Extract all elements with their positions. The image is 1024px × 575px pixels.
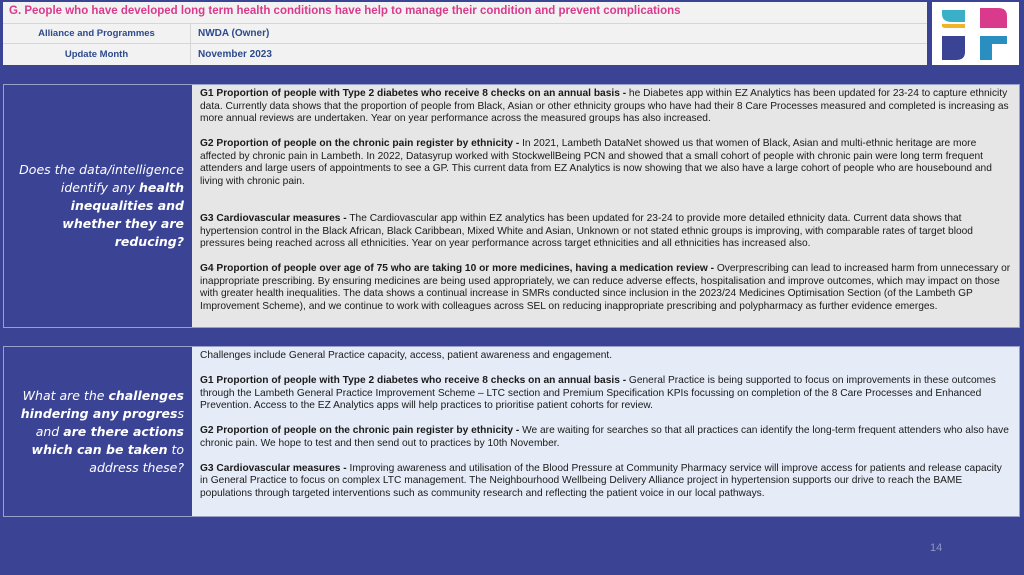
item-heading: G3 Cardiovascular measures - bbox=[200, 213, 347, 224]
content-item bbox=[200, 138, 1011, 188]
health-inequalities-panel bbox=[3, 84, 1020, 328]
item-body: Improving awareness and utilisation of the Blood Pressure at Community Pharmacy service will improve access for patients and release capacity in General Practice to focus on complex LTC management. The Neighbourhood Wellbeing Delivery Alliance project in hypertension supports our drive to reach the BAME populations through targeted interventions such as community research and reflecting the patient voice in our local pathways. bbox=[200, 462, 1002, 499]
question-emphasis: health inequalities and whether they are reducing? bbox=[62, 180, 184, 249]
logo-shape-top-left bbox=[942, 10, 965, 22]
content-item bbox=[200, 463, 1011, 501]
logo-icon bbox=[932, 2, 1019, 65]
item-body: General Practice is being supported to focus on improvements in these outcomes through the Lambeth General Practice Improvement Scheme – LTC section and Premium Specification KPIs focussing on completion of the 8 Care Processes and Enhanced Prevention. Access to the EZ Analytics apps will help practices to prioritise patient cohorts for review. bbox=[200, 375, 996, 411]
question-text: to address these? bbox=[89, 441, 184, 475]
item-body: The Cardiovascular app within EZ analytics has been updated for 23-24 to provide more detailed ethnicity data. Current data shows that hypertension control in the Black African, Black Caribbean, Mixed White and Asian, Unknown or not stated ethnic groups is improving, with comparable rates of target blood pressures being reached across all ethnicities. Year on year performance across target ethnicities and all ethnicities has increased also. bbox=[200, 213, 973, 249]
content-item bbox=[200, 213, 1011, 251]
item-heading: G1 Proportion of people with Type 2 diabetes who receive 8 checks on an annual basis - bbox=[200, 88, 627, 99]
item-heading: G4 Proportion of people over age of 75 who are taking 10 or more medicines, having a medication review - bbox=[200, 263, 715, 274]
question-emphasis: are there actions which can be taken bbox=[31, 423, 184, 457]
logo-shape-bottom-left bbox=[942, 36, 965, 60]
page-number: 14 bbox=[930, 542, 943, 554]
item-heading: G2 Proportion of people on the chronic pain register by ethnicity - bbox=[200, 138, 520, 149]
challenges-intro: Challenges include General Practice capacity, access, patient awareness and engagement. bbox=[200, 350, 613, 361]
question-text: What are the bbox=[22, 387, 109, 403]
header-row-alliance bbox=[3, 24, 927, 44]
content-item bbox=[200, 425, 1011, 450]
challenges-content bbox=[192, 347, 1019, 516]
challenges-panel bbox=[3, 346, 1020, 517]
health-inequalities-content bbox=[192, 85, 1019, 327]
alliance-label: Alliance and Programmes bbox=[3, 24, 191, 43]
header-table bbox=[3, 2, 927, 65]
logo-shape-bottom-right bbox=[980, 36, 1007, 60]
item-body: he Diabetes app within EZ Analytics has been updated for 23-24 to capture ethnicity data. Currently data shows that the proportion of people from Black, Asian or other ethnicity groups who have had their 8 Care Processes measured and completed is increasing as more annual reviews are undertaken. Year on year performance across the measured groups has also increased. bbox=[200, 88, 1009, 124]
logo-shape-top-left-accent bbox=[942, 24, 965, 28]
content-item bbox=[200, 263, 1011, 313]
content-item bbox=[200, 88, 1011, 126]
health-inequalities-question bbox=[4, 85, 192, 327]
alliance-value: NWDA (Owner) bbox=[198, 28, 270, 39]
logo bbox=[932, 2, 1019, 65]
logo-shape-top-right bbox=[980, 8, 1007, 28]
item-heading: G2 Proportion of people on the chronic pain register by ethnicity - bbox=[200, 425, 520, 436]
update-month-value: November 2023 bbox=[198, 48, 272, 60]
question-text: s and bbox=[35, 405, 184, 439]
item-body: We are waiting for searches so that all practices can identify the long-term frequent attenders who also have chronic pain. We hope to test and then send out to practices by 10th November. bbox=[200, 425, 1009, 449]
item-body: Overprescribing can lead to increased harm from unnecessary or inappropriate prescribing. By ensuring medicines are being used appropriately, we can reduce adverse effects, hospitalisation and improve outcomes, which may impact on those with greater health inequalities. The data shows a continual increase in SMRs conducted since inclusion in the 2023/24 Medicines Optimisation Section (of the Lambeth GP Improvement Scheme), and we continue to work with colleagues across SEL on reducing inappropriate prescribing and polypharmacy as further evidence emerges. bbox=[200, 263, 1011, 312]
challenges-question bbox=[4, 347, 192, 516]
item-heading: G1 Proportion of people with Type 2 diabetes who receive 8 checks on an annual basis - bbox=[200, 375, 627, 386]
content-item bbox=[200, 375, 1011, 413]
item-heading: G3 Cardiovascular measures - bbox=[200, 462, 347, 474]
header-row-update-month bbox=[3, 44, 927, 64]
item-body: In 2021, Lambeth DataNet showed us that women of Black, Asian and multi-ethnic heritage are more affected by chronic pain in Lambeth. In 2022, Datasyrup worked with StockwellBeing PCN and showed that a small cohort of people with chronic pain were long term frequent attenders and large users of appointments to see a GP. This current data from EZ Analytics is now showing that we also have a large cohort of people who are housebound and living with chronic pain. bbox=[200, 138, 992, 187]
page-title: G. People who have developed long term health conditions have help to manage their condition and prevent complications bbox=[3, 2, 927, 24]
question-text: Does the data/intelligence identify any bbox=[19, 162, 184, 195]
question-emphasis: challenges hindering any progres bbox=[20, 387, 184, 421]
update-month-label: Update Month bbox=[3, 44, 191, 64]
